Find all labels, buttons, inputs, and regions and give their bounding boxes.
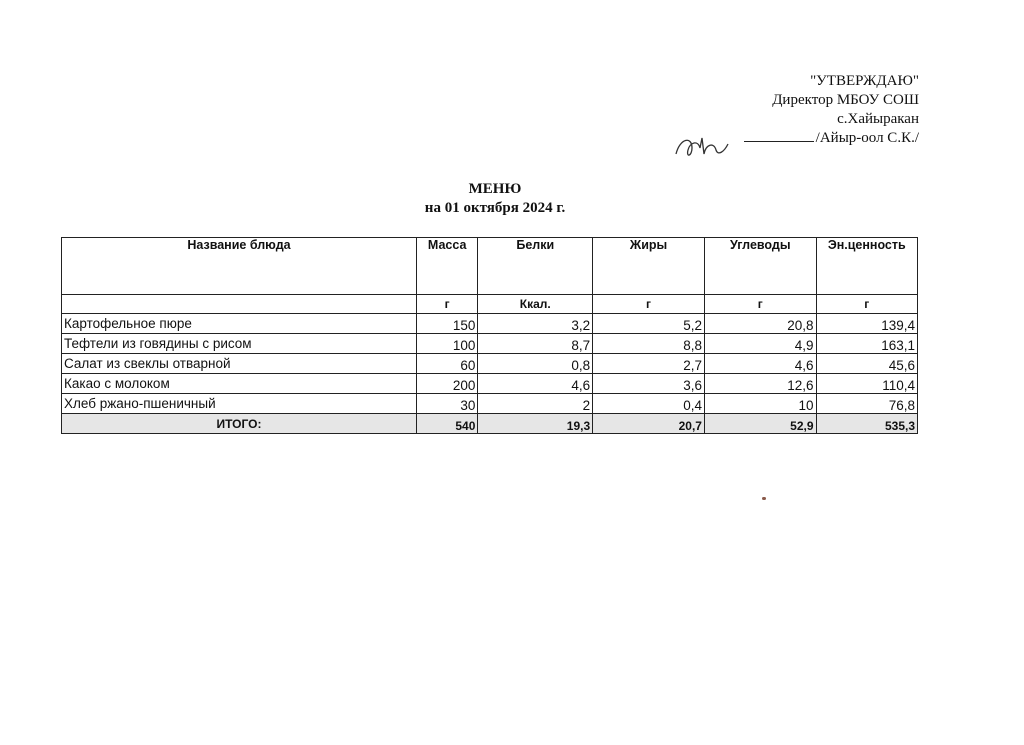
- dish-name: Тефтели из говядины с рисом: [62, 334, 417, 354]
- table-units-row: [62, 295, 918, 314]
- menu-table: [61, 237, 918, 434]
- dish-energy: 110,4: [816, 374, 917, 394]
- approval-heading: "УТВЕРЖДАЮ": [810, 73, 919, 89]
- approval-block: [740, 72, 919, 148]
- dish-fats: 0,4: [593, 394, 705, 414]
- header-fats: Жиры: [593, 238, 705, 295]
- table-row: [62, 334, 918, 354]
- dish-name: Хлеб ржано-пшеничный: [62, 394, 417, 414]
- dish-energy: 139,4: [816, 314, 917, 334]
- table-row: [62, 354, 918, 374]
- unit-cell: Ккал.: [478, 295, 593, 314]
- dish-mass: 100: [416, 334, 477, 354]
- unit-cell: г: [816, 295, 917, 314]
- dish-carbs: 20,8: [704, 314, 816, 334]
- dish-carbs: 12,6: [704, 374, 816, 394]
- dish-carbs: 10: [704, 394, 816, 414]
- table-row: [62, 314, 918, 334]
- dish-carbs: 4,9: [704, 334, 816, 354]
- dish-fats: 3,6: [593, 374, 705, 394]
- dish-mass: 60: [416, 354, 477, 374]
- dish-name: Какао с молоком: [62, 374, 417, 394]
- table-row: [62, 394, 918, 414]
- dish-energy: 163,1: [816, 334, 917, 354]
- signature-underline: [744, 129, 814, 142]
- approval-position: Директор МБОУ СОШ: [772, 92, 919, 108]
- header-carbs: Углеводы: [704, 238, 816, 295]
- menu-title: [0, 180, 990, 218]
- dish-mass: 150: [416, 314, 477, 334]
- header-dish-name: Название блюда: [62, 238, 417, 295]
- signature-icon: [662, 132, 742, 162]
- approval-signer: /Айыр-оол С.К./: [815, 130, 919, 146]
- total-carbs: 52,9: [704, 414, 816, 434]
- dish-fats: 5,2: [593, 314, 705, 334]
- dish-proteins: 3,2: [478, 314, 593, 334]
- total-label: ИТОГО:: [62, 414, 417, 434]
- total-energy: 535,3: [816, 414, 917, 434]
- unit-cell: [62, 295, 417, 314]
- header-proteins: Белки: [478, 238, 593, 295]
- dish-name: Салат из свеклы отварной: [62, 354, 417, 374]
- total-proteins: 19,3: [478, 414, 593, 434]
- dish-proteins: 2: [478, 394, 593, 414]
- table-row: [62, 374, 918, 394]
- total-mass: 540: [416, 414, 477, 434]
- dish-energy: 76,8: [816, 394, 917, 414]
- dish-mass: 30: [416, 394, 477, 414]
- approval-location: с.Хайыракан: [837, 111, 919, 127]
- dish-energy: 45,6: [816, 354, 917, 374]
- paper-speck: [762, 497, 766, 500]
- dish-carbs: 4,6: [704, 354, 816, 374]
- approval-signature-line: [740, 129, 919, 148]
- dish-proteins: 4,6: [478, 374, 593, 394]
- unit-cell: г: [416, 295, 477, 314]
- header-energy: Эн.ценность: [816, 238, 917, 295]
- unit-cell: г: [704, 295, 816, 314]
- unit-cell: г: [593, 295, 705, 314]
- dish-fats: 8,8: [593, 334, 705, 354]
- menu-heading: МЕНЮ: [468, 181, 522, 197]
- header-mass: Масса: [416, 238, 477, 295]
- dish-proteins: 0,8: [478, 354, 593, 374]
- table-total-row: [62, 414, 918, 434]
- dish-name: Картофельное пюре: [62, 314, 417, 334]
- dish-mass: 200: [416, 374, 477, 394]
- dish-fats: 2,7: [593, 354, 705, 374]
- total-fats: 20,7: [593, 414, 705, 434]
- table-header-row: [62, 238, 918, 295]
- menu-date: на 01 октября 2024 г.: [424, 200, 566, 216]
- dish-proteins: 8,7: [478, 334, 593, 354]
